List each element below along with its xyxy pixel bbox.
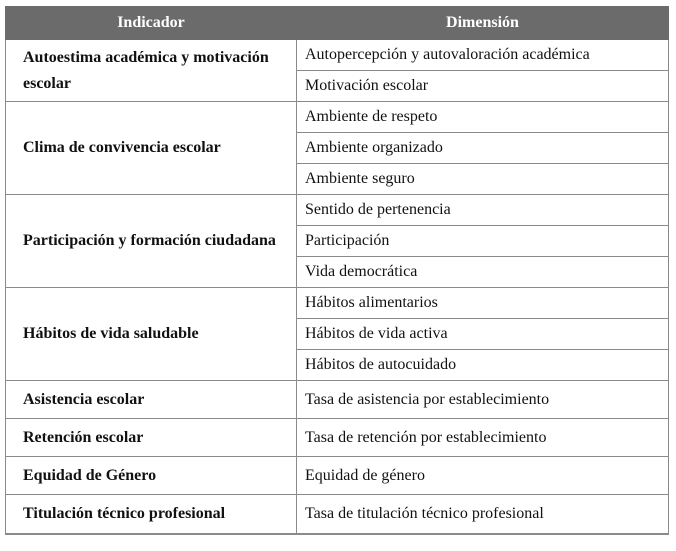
table-row (6, 419, 669, 457)
dimension-cell: Autopercepción y autovaloración académica (297, 40, 669, 71)
table-row (6, 40, 669, 71)
indicator-cell: Hábitos de vida saludable (6, 288, 297, 381)
table-row (6, 457, 669, 495)
indicator-cell: Asistencia escolar (6, 381, 297, 419)
indicator-cell: Retención escolar (6, 419, 297, 457)
dimension-cell: Tasa de retención por establecimiento (297, 419, 669, 457)
dimension-cell: Hábitos de autocuidado (297, 350, 669, 381)
table-row (6, 495, 669, 535)
dimension-cell: Vida democrática (297, 257, 669, 288)
dimension-cell: Motivación escolar (297, 71, 669, 102)
dimension-cell: Hábitos alimentarios (297, 288, 669, 319)
indicator-cell: Titulación técnico profesional (6, 495, 297, 535)
dimension-cell: Tasa de titulación técnico profesional (297, 495, 669, 535)
indicator-cell: Participación y formación ciudadana (6, 195, 297, 288)
indicator-cell: Equidad de Género (6, 457, 297, 495)
dimension-cell: Equidad de género (297, 457, 669, 495)
table-row (6, 195, 669, 226)
header-indicator: Indicador (6, 7, 297, 40)
dimension-cell: Hábitos de vida activa (297, 319, 669, 350)
header-dimension: Dimensión (297, 7, 669, 40)
header-row (6, 7, 669, 40)
indicator-cell: Autoestima académica y motivación escolar (6, 40, 297, 102)
table-row (6, 288, 669, 319)
table-row (6, 381, 669, 419)
table-row (6, 102, 669, 133)
dimension-cell: Ambiente de respeto (297, 102, 669, 133)
dimension-cell: Sentido de pertenencia (297, 195, 669, 226)
dimension-cell: Participación (297, 226, 669, 257)
dimension-cell: Ambiente seguro (297, 164, 669, 195)
indicator-cell: Clima de convivencia escolar (6, 102, 297, 195)
dimension-cell: Ambiente organizado (297, 133, 669, 164)
indicators-table (5, 6, 669, 535)
dimension-cell: Tasa de asistencia por establecimiento (297, 381, 669, 419)
